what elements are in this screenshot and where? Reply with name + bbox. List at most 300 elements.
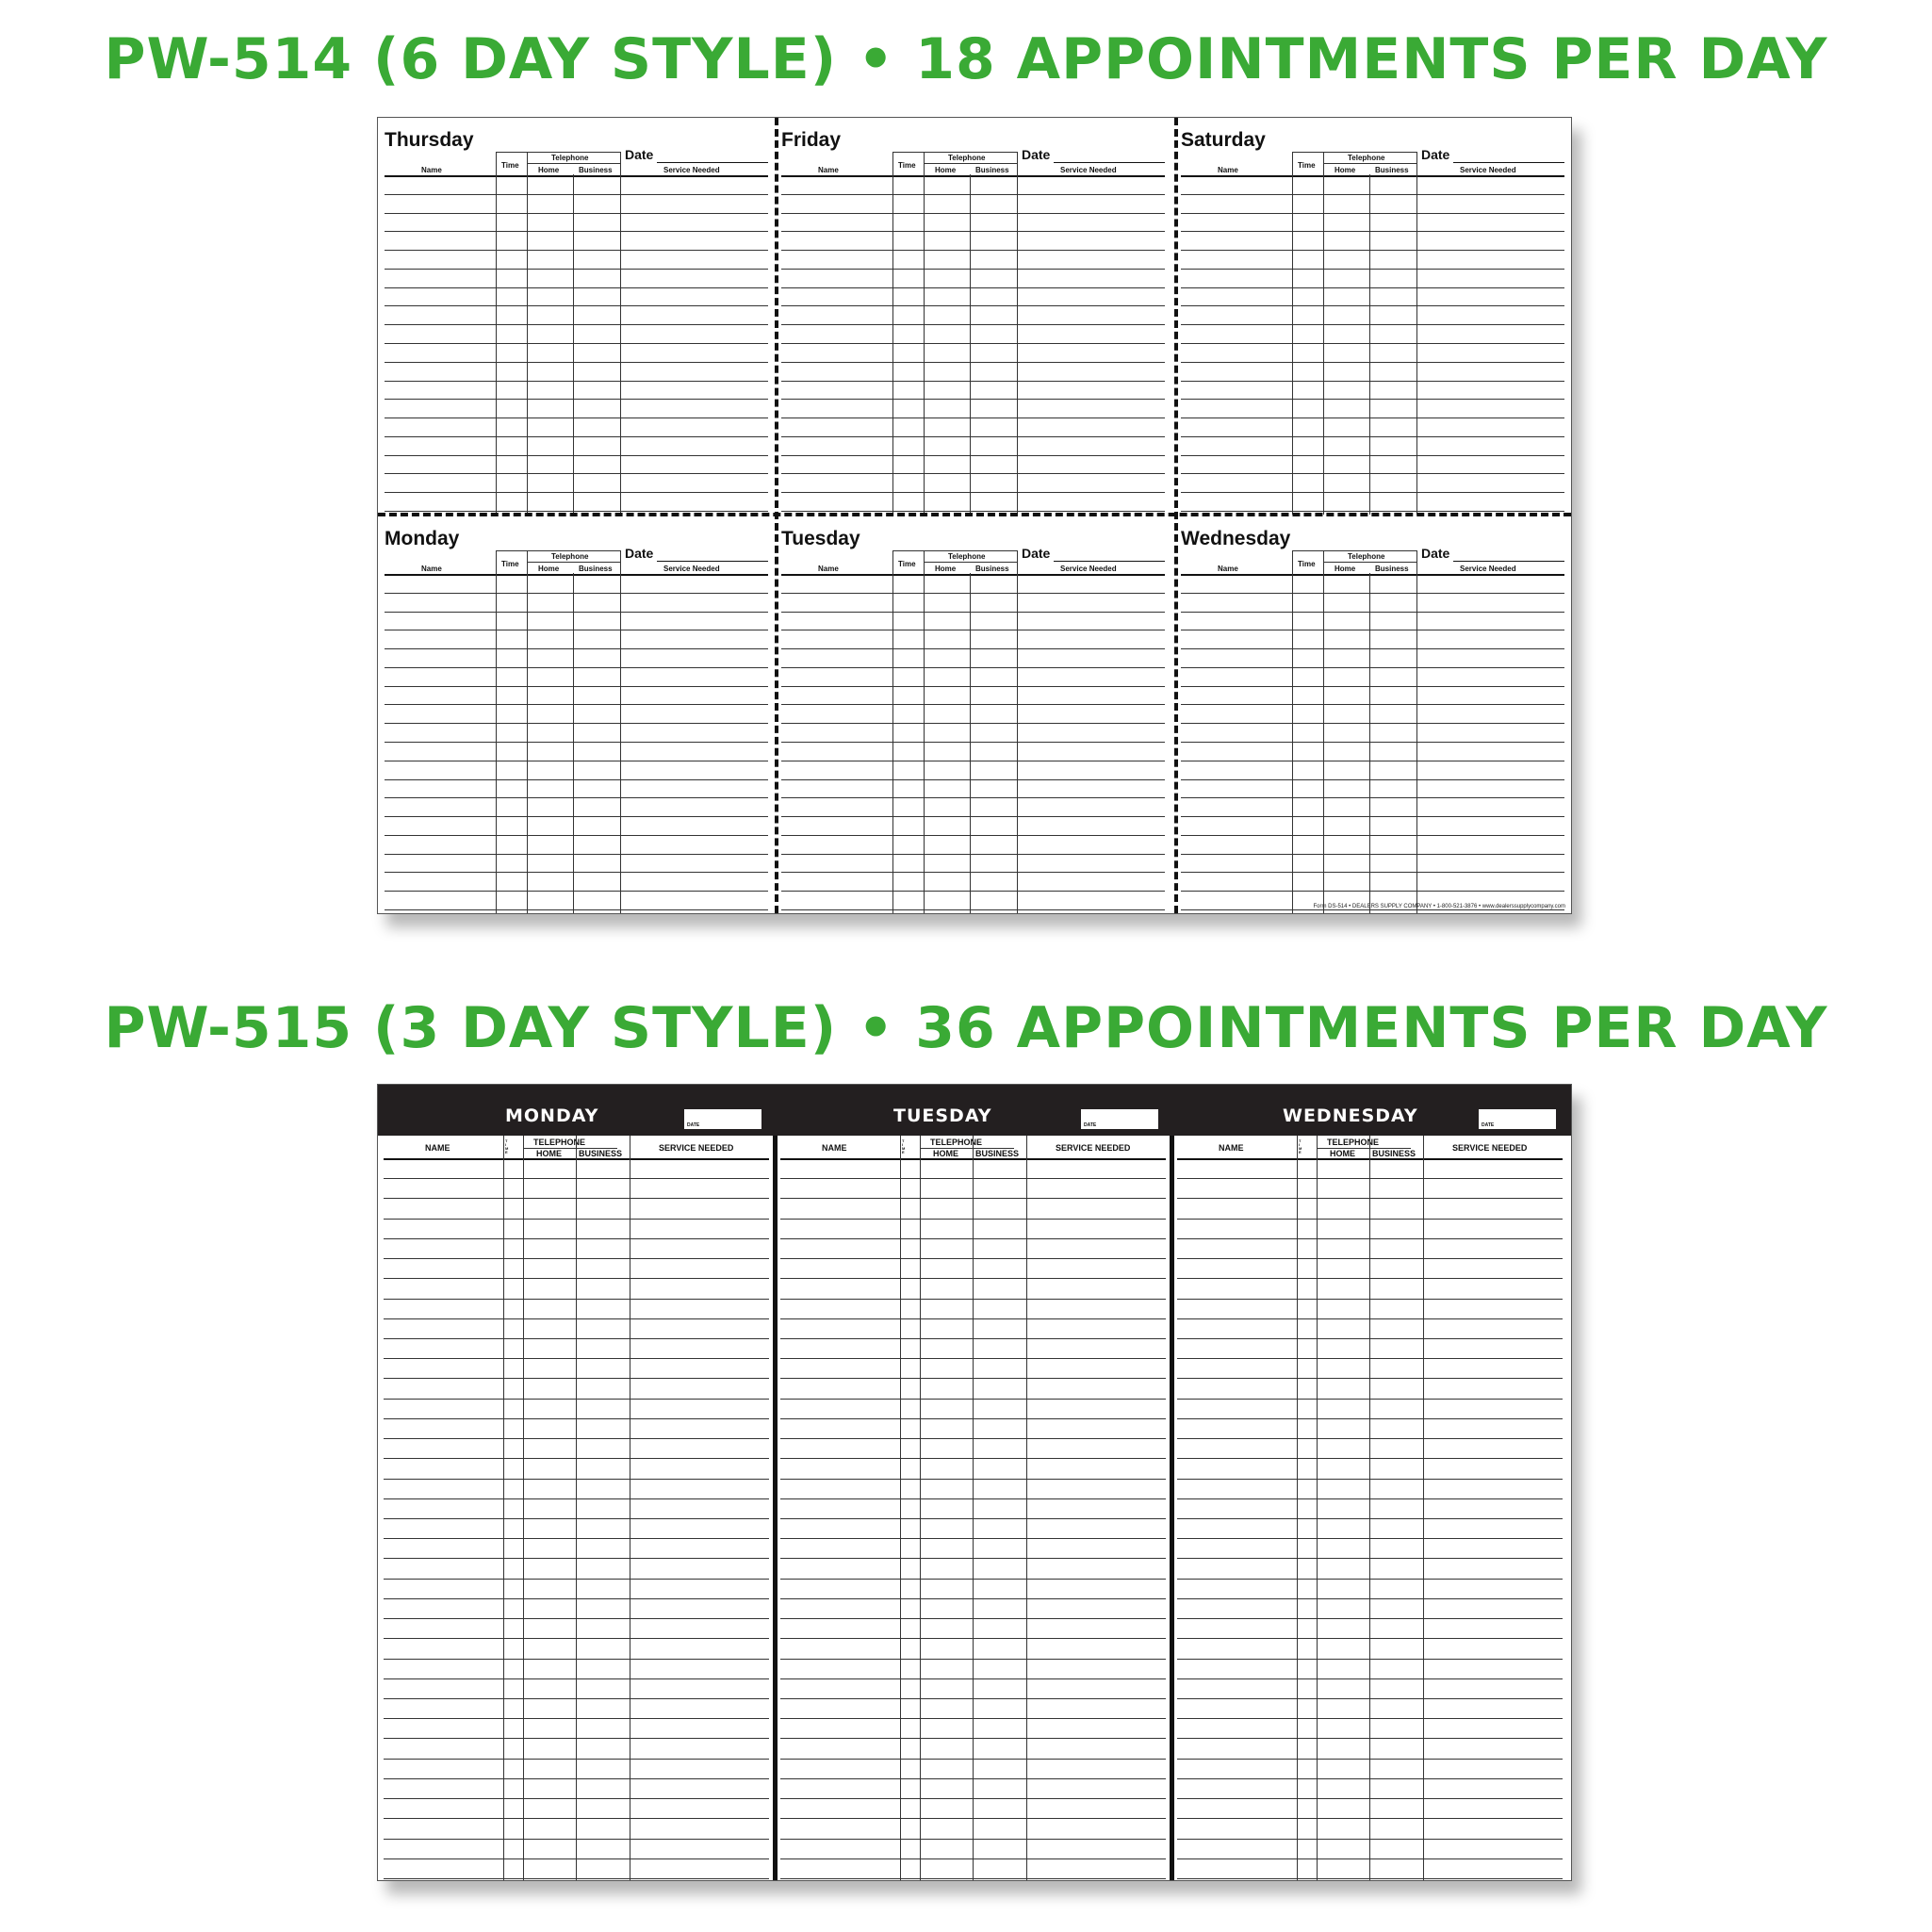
entry-row-line [384, 1638, 769, 1639]
name-header: Name [818, 565, 839, 573]
entry-row-line [1181, 648, 1564, 649]
date-line [1054, 561, 1165, 562]
date-label: Date [1421, 546, 1450, 561]
time-header-left [1292, 550, 1293, 573]
entry-row-line [1177, 1839, 1563, 1840]
name-header: NAME [1219, 1143, 1244, 1153]
column-divider [620, 174, 621, 515]
column-divider [496, 174, 497, 515]
name-header: Name [1218, 565, 1238, 573]
time-header-top [892, 152, 924, 153]
service-needed-header: Service Needed [663, 565, 720, 573]
day-name: WEDNESDAY [1283, 1105, 1418, 1126]
day-column-separator [773, 1136, 778, 1880]
entry-row-line [780, 1579, 1166, 1580]
entry-row-line [385, 231, 768, 232]
entry-row-line [1177, 1438, 1563, 1439]
entry-row-line [780, 1878, 1166, 1879]
telephone-header-top [924, 550, 1017, 551]
entry-row-line [781, 648, 1165, 649]
telephone-header-mid [924, 163, 1017, 164]
business-header: BUSINESS [1372, 1149, 1416, 1158]
entry-row-line [385, 854, 768, 855]
entry-row-line [1181, 704, 1564, 705]
entry-row-line [780, 1659, 1166, 1660]
home-header: Home [1334, 565, 1356, 573]
entry-row-line [384, 1438, 769, 1439]
entry-row-line [1177, 1278, 1563, 1279]
entry-row-line [384, 1678, 769, 1679]
entry-row-line [1177, 1878, 1563, 1879]
entry-row-line [780, 1538, 1166, 1539]
service-needed-header: SERVICE NEEDED [1056, 1143, 1131, 1153]
date-label: Date [625, 546, 654, 561]
entry-row-line [781, 723, 1165, 724]
entry-row-line [385, 399, 768, 400]
telephone-header: Telephone [1348, 154, 1385, 162]
entry-row-line [781, 455, 1165, 456]
service-needed-header: Service Needed [663, 166, 720, 174]
column-divider [1017, 573, 1018, 913]
entry-row-line [385, 612, 768, 613]
entry-row-line [384, 1318, 769, 1319]
entry-row-line [1177, 1198, 1563, 1199]
home-header: Home [538, 166, 560, 174]
header-bottom-rule [385, 574, 768, 576]
time-header-left [496, 152, 497, 174]
time-header: Time [898, 161, 916, 170]
entry-row-line [384, 1698, 769, 1699]
column-divider [924, 573, 925, 913]
entry-row-line [384, 1278, 769, 1279]
entry-row-line [781, 250, 1165, 251]
entry-row-line [385, 872, 768, 873]
entry-row-line [385, 686, 768, 687]
column-divider [1297, 1136, 1298, 1880]
entry-row-line [781, 816, 1165, 817]
service-needed-header: Service Needed [1460, 166, 1516, 174]
time-header: Time [501, 560, 519, 568]
telephone-header-right [620, 550, 621, 573]
entry-row-line [781, 473, 1165, 474]
telephone-header-right [620, 152, 621, 174]
day-column-separator [1170, 1136, 1174, 1880]
column-divider [1416, 573, 1417, 913]
entry-row-line [780, 1558, 1166, 1559]
entry-row-line [385, 455, 768, 456]
telephone-header: Telephone [551, 552, 589, 561]
entry-row-line [1181, 492, 1564, 493]
entry-row-line [384, 1378, 769, 1379]
entry-row-line [1177, 1358, 1563, 1359]
entry-row-line [384, 1238, 769, 1239]
entry-row-line [1181, 381, 1564, 382]
entry-row-line [781, 835, 1165, 836]
day-panel [378, 118, 775, 515]
entry-row-line [1181, 511, 1564, 512]
entry-row-line [385, 593, 768, 594]
entry-row-line [1177, 1858, 1563, 1859]
date-label: DATE [1482, 1122, 1495, 1128]
header-bottom-rule [781, 175, 1165, 177]
entry-row-line [781, 667, 1165, 668]
entry-row-line [780, 1479, 1166, 1480]
entry-row-line [385, 381, 768, 382]
entry-row-line [1177, 1759, 1563, 1760]
entry-row-line [1177, 1818, 1563, 1819]
entry-row-line [781, 399, 1165, 400]
day-name: Monday [385, 528, 460, 549]
entry-row-line [781, 381, 1165, 382]
entry-row-line [780, 1778, 1166, 1779]
entry-row-line [384, 1198, 769, 1199]
time-header: Time [898, 560, 916, 568]
entry-row-line [384, 1778, 769, 1779]
entry-row-line [384, 1338, 769, 1339]
entry-row-line [1177, 1399, 1563, 1400]
time-header: T I M E [505, 1138, 509, 1154]
entry-row-line [385, 816, 768, 817]
time-header-right [924, 550, 925, 573]
time-header-top [496, 152, 527, 153]
date-label: Date [1022, 546, 1051, 561]
entry-row-line [1181, 213, 1564, 214]
six-day-appointment-sheet [377, 117, 1572, 914]
entry-row-line [385, 797, 768, 798]
entry-row-line [781, 362, 1165, 363]
entry-row-line [384, 1299, 769, 1300]
time-header: T I M E [1299, 1138, 1302, 1154]
entry-row-line [384, 1178, 769, 1179]
business-header: Business [1375, 565, 1409, 573]
telephone-header: Telephone [948, 552, 986, 561]
entry-row-line [1177, 1299, 1563, 1300]
entry-row-line [385, 305, 768, 306]
telephone-header-mid [527, 562, 620, 563]
name-header: Name [421, 166, 442, 174]
column-divider [527, 573, 528, 913]
entry-row-line [781, 909, 1165, 910]
entry-row-line [1181, 362, 1564, 363]
column-divider [573, 573, 574, 913]
entry-row-line [1177, 1598, 1563, 1599]
entry-row-line [781, 213, 1165, 214]
column-divider [1317, 1136, 1318, 1880]
telephone-header-top [924, 152, 1017, 153]
entry-row-line [1181, 742, 1564, 743]
day-panel [1171, 1136, 1568, 1880]
entry-row-line [1177, 1338, 1563, 1339]
entry-row-line [385, 362, 768, 363]
entry-row-line [1181, 324, 1564, 325]
column-divider [970, 174, 971, 515]
business-header: Business [579, 565, 613, 573]
column-divider [1323, 573, 1324, 913]
entry-row-line [384, 1839, 769, 1840]
entry-row-line [1177, 1458, 1563, 1459]
entry-row-line [1177, 1718, 1563, 1719]
entry-row-line [1181, 854, 1564, 855]
day-name: Tuesday [781, 528, 860, 549]
day-panel [1174, 118, 1571, 515]
entry-row-line [1181, 269, 1564, 270]
entry-row-line [780, 1798, 1166, 1799]
entry-row-line [780, 1358, 1166, 1359]
entry-row-line [780, 1299, 1166, 1300]
telephone-header-top [527, 550, 620, 551]
entry-row-line [781, 704, 1165, 705]
entry-row-line [780, 1759, 1166, 1760]
entry-row-line [780, 1698, 1166, 1699]
telephone-header: Telephone [948, 154, 986, 162]
column-divider [523, 1136, 524, 1880]
header-bottom-rule [781, 574, 1165, 576]
date-line [657, 561, 768, 562]
column-divider [973, 1136, 974, 1880]
date-box [684, 1109, 761, 1129]
entry-row-line [781, 742, 1165, 743]
entry-row-line [385, 667, 768, 668]
entry-row-line [1177, 1498, 1563, 1499]
column-divider [1369, 573, 1370, 913]
day-name: TUESDAY [893, 1105, 992, 1126]
entry-row-line [1181, 194, 1564, 195]
entry-row-line [1181, 305, 1564, 306]
entry-row-line [385, 742, 768, 743]
home-header: HOME [536, 1149, 562, 1158]
column-divider [1416, 174, 1417, 515]
telephone-header: TELEPHONE [1327, 1138, 1380, 1147]
entry-row-line [385, 909, 768, 910]
telephone-header-top [1323, 550, 1416, 551]
entry-row-line [781, 436, 1165, 437]
entry-row-line [781, 492, 1165, 493]
entry-row-line [1177, 1258, 1563, 1259]
entry-row-line [1181, 436, 1564, 437]
entry-row-line [385, 511, 768, 512]
entry-row-line [385, 473, 768, 474]
day-name: Wednesday [1181, 528, 1291, 549]
entry-row-line [1177, 1518, 1563, 1519]
time-header-left [892, 152, 893, 174]
three-day-appointment-sheet [377, 1084, 1572, 1881]
name-header: NAME [425, 1143, 450, 1153]
column-divider [1292, 174, 1293, 515]
telephone-header-mid [527, 163, 620, 164]
entry-row-line [1181, 667, 1564, 668]
home-header: Home [538, 565, 560, 573]
column-divider [527, 174, 528, 515]
column-divider [970, 573, 971, 913]
entry-row-line [384, 1738, 769, 1739]
day-name: Thursday [385, 129, 474, 151]
telephone-header-right [1416, 152, 1417, 174]
entry-row-line [780, 1378, 1166, 1379]
entry-row-line [780, 1738, 1166, 1739]
time-header-top [496, 550, 527, 551]
entry-row-line [1181, 872, 1564, 873]
entry-row-line [384, 1618, 769, 1619]
entry-row-line [1181, 816, 1564, 817]
entry-row-line [781, 872, 1165, 873]
time-header-left [496, 550, 497, 573]
date-box [1081, 1109, 1158, 1129]
column-divider [1026, 1136, 1027, 1880]
entry-row-line [780, 1458, 1166, 1459]
entry-row-line [1181, 835, 1564, 836]
business-header: Business [1375, 166, 1409, 174]
panel-divider-horizontal [378, 513, 1571, 516]
date-label: Date [1022, 147, 1051, 162]
entry-row-line [780, 1418, 1166, 1419]
name-header: Name [421, 565, 442, 573]
time-header-right [1323, 152, 1324, 174]
entry-row-line [781, 231, 1165, 232]
entry-row-line [1177, 1378, 1563, 1379]
entry-row-line [384, 1878, 769, 1879]
entry-row-line [384, 1759, 769, 1760]
column-divider [620, 573, 621, 913]
entry-row-line [1181, 287, 1564, 288]
entry-row-line [1181, 797, 1564, 798]
telephone-header-right [1017, 550, 1018, 573]
entry-row-line [384, 1858, 769, 1859]
entry-row-line [385, 723, 768, 724]
day-name: Friday [781, 129, 842, 151]
column-divider [1369, 174, 1370, 515]
telephone-header: Telephone [551, 154, 589, 162]
business-header: Business [975, 166, 1009, 174]
entry-row-line [781, 269, 1165, 270]
telephone-header-right [1017, 152, 1018, 174]
telephone-header: TELEPHONE [533, 1138, 586, 1147]
entry-row-line [1177, 1219, 1563, 1220]
entry-row-line [385, 324, 768, 325]
entry-row-line [781, 686, 1165, 687]
bottom-product-title: PW-515 (3 DAY STYLE) • 36 APPOINTMENTS PER DAY [104, 995, 1828, 1061]
entry-row-line [781, 593, 1165, 594]
entry-row-line [385, 343, 768, 344]
entry-row-line [1177, 1798, 1563, 1799]
time-header-top [892, 550, 924, 551]
column-divider [892, 573, 893, 913]
entry-row-line [1177, 1698, 1563, 1699]
service-needed-header: Service Needed [1460, 565, 1516, 573]
entry-row-line [384, 1538, 769, 1539]
column-divider [892, 174, 893, 515]
telephone-header: TELEPHONE [930, 1138, 983, 1147]
entry-row-line [781, 343, 1165, 344]
entry-row-line [384, 1798, 769, 1799]
entry-row-line [1177, 1738, 1563, 1739]
telephone-header: Telephone [1348, 552, 1385, 561]
date-line [1453, 561, 1564, 562]
entry-row-line [384, 1558, 769, 1559]
entry-row-line [780, 1198, 1166, 1199]
entry-row-line [384, 1818, 769, 1819]
time-header-right [527, 550, 528, 573]
time-header-top [1292, 550, 1323, 551]
entry-row-line [385, 835, 768, 836]
entry-row-line [1177, 1618, 1563, 1619]
service-needed-header: Service Needed [1060, 565, 1117, 573]
entry-row-line [781, 612, 1165, 613]
telephone-header-top [1323, 152, 1416, 153]
entry-row-line [781, 305, 1165, 306]
entry-row-line [1177, 1178, 1563, 1179]
entry-row-line [1181, 231, 1564, 232]
entry-row-line [1181, 909, 1564, 910]
entry-row-line [1181, 455, 1564, 456]
column-divider [900, 1136, 901, 1880]
entry-row-line [384, 1399, 769, 1400]
entry-row-line [384, 1479, 769, 1480]
day-name: MONDAY [505, 1105, 599, 1126]
entry-row-line [780, 1618, 1166, 1619]
entry-row-line [780, 1258, 1166, 1259]
time-header-right [527, 152, 528, 174]
date-label: Date [625, 147, 654, 162]
entry-row-line [1177, 1418, 1563, 1419]
service-needed-header: SERVICE NEEDED [659, 1143, 734, 1153]
column-divider [1292, 573, 1293, 913]
business-header: Business [975, 565, 1009, 573]
entry-row-line [780, 1238, 1166, 1239]
time-header: Time [501, 161, 519, 170]
column-divider [503, 1136, 504, 1880]
form-footer: Form DS-514 • DEALERS SUPPLY COMPANY • 1-800-521-3876 • www.dealerssupplycompany.com [1313, 904, 1565, 909]
entry-row-line [1177, 1678, 1563, 1679]
column-divider [496, 573, 497, 913]
header-bottom-rule [1181, 175, 1564, 177]
entry-row-line [385, 492, 768, 493]
column-divider [924, 174, 925, 515]
time-header: Time [1298, 161, 1316, 170]
entry-row-line [384, 1518, 769, 1519]
entry-row-line [385, 891, 768, 892]
home-header: Home [1334, 166, 1356, 174]
entry-row-line [780, 1178, 1166, 1179]
entry-row-line [1177, 1538, 1563, 1539]
home-header: Home [935, 565, 957, 573]
entry-row-line [385, 648, 768, 649]
entry-row-line [781, 324, 1165, 325]
entry-row-line [780, 1818, 1166, 1819]
entry-row-line [780, 1438, 1166, 1439]
entry-row-line [1177, 1579, 1563, 1580]
entry-row-line [1177, 1638, 1563, 1639]
telephone-header-mid [924, 562, 1017, 563]
day-panel [775, 1136, 1171, 1880]
entry-row-line [385, 213, 768, 214]
date-label: Date [1421, 147, 1450, 162]
telephone-header-mid [1323, 562, 1416, 563]
entry-row-line [384, 1358, 769, 1359]
entry-row-line [1177, 1558, 1563, 1559]
entry-row-line [780, 1638, 1166, 1639]
entry-row-line [780, 1399, 1166, 1400]
day-panel [378, 516, 775, 913]
entry-row-line [1181, 612, 1564, 613]
home-header: HOME [1330, 1149, 1355, 1158]
entry-row-line [781, 511, 1165, 512]
service-needed-header: SERVICE NEEDED [1452, 1143, 1528, 1153]
entry-row-line [780, 1678, 1166, 1679]
entry-row-line [385, 704, 768, 705]
column-divider [1017, 174, 1018, 515]
telephone-header-top [527, 152, 620, 153]
entry-row-line [1177, 1318, 1563, 1319]
